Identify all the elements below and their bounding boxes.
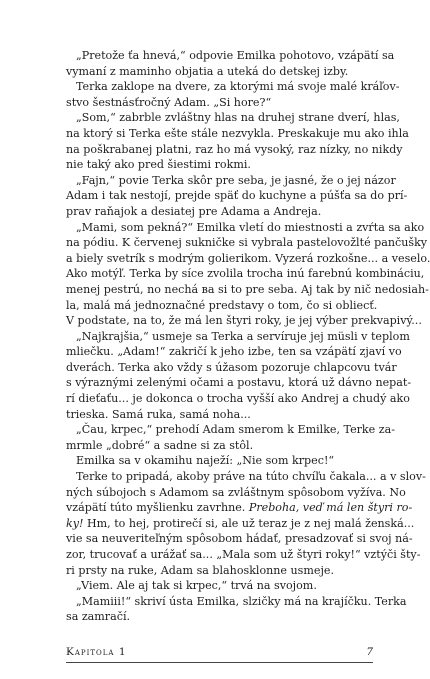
text-line: „Mamiii!“ skriví ústa Emilka, slzičky má na krajíčku. Terka — [76, 594, 407, 608]
text-line: vymaní z maminho objatia a uteká do detskej izby. — [66, 64, 349, 78]
text-line: „Fajn,“ povie Terka skôr pre seba, je jasné, že o jej názor — [76, 173, 396, 187]
text-line: sa zamračí. — [66, 610, 131, 624]
text-line: „Viem. Ale aj tak si krpec,“ trvá na svojom. — [76, 579, 317, 593]
text-line: na poškrabanej platni, raz ho má vysoký, raz nízky, no nikdy — [66, 142, 403, 156]
text-line: mliečku. „Adam!“ zakričí k jeho izbe, ten sa vzápätí zjaví vo — [66, 345, 402, 359]
text-line: Emilka sa v okamihu naježí: „Nie som krpec!“ — [76, 454, 335, 468]
text-line: „Pretože ťa hnevá,“ odpovie Emilka pohotovo, vzápätí sa — [76, 49, 395, 62]
text-line: la, malá má jednoznačné predstavy o tom, čo si oblieсť. — [66, 298, 378, 312]
text-line: a biely svetrík s modrým golierikom. Vyzerá rozkošne... a veselo. — [66, 251, 430, 265]
text-line: vie sa neuveriteľným spôsobom hádať, presadzovať si svoj ná- — [66, 532, 413, 546]
text-line-italic: Preboha, veď má len štyri ro- — [248, 501, 413, 515]
text-line: na ktorý si Terka ešte stále nezvykla. Preskakuje mu ako ihla — [66, 126, 409, 140]
text-line: Terke to pripadá, akoby práve na túto chvíľu čakala... a v slov- — [76, 470, 426, 484]
text-line: ri prsty na ruke, Adam sa blahosklonne usmeje. — [66, 563, 334, 577]
text-line-roman: vzápätí túto myšlienku zavrhne. — [66, 501, 246, 515]
text-line: zor, trucovať a urážať sa... „Mala som už štyri roky!“ vztýči šty- — [66, 548, 421, 561]
text-line: trieska. Samá ruka, samá noha... — [66, 407, 251, 421]
text-line-roman: Hm, to hej, protirečí si, ale už teraz je z nej malá ženská... — [83, 516, 415, 530]
text-line: „Som,“ zabrble zvláštny hlas na druhej strane dverí, hlas, — [76, 111, 400, 125]
text-line: prav raňajok a desiatej pre Adama a Andreja. — [66, 204, 322, 218]
text-line: Terka zaklope na dvere, za ktorými má svoje malé kráľov- — [76, 80, 400, 94]
text-line: Adam i tak nestojí, prejde späť do kuchyne a púšťa sa do prí- — [66, 189, 408, 203]
text-line: na pódiu. K červenej sukničke si vybrala pastelovožlté pančušky — [66, 236, 428, 250]
running-head: Kapitola 1 — [66, 646, 127, 658]
text-line: s výraznými zelenými očami a postavu, ktorá už dávno nepat- — [66, 376, 412, 390]
text-line: ných súbojoch s Adamom sa zvláštnym spôsobom vyžíva. No — [66, 485, 406, 499]
text-line: Ako motýľ. Terka by síce zvolila trocha inú farebnú kombináciu, — [66, 267, 425, 281]
text-line — [66, 516, 415, 532]
text-line: mrmle „dobré“ a sadne si za stôl. — [66, 438, 254, 452]
page-number: 7 — [366, 646, 373, 658]
text-line: V podstate, na to, že má len štyri roky, je jej výber prekvapivý... — [66, 314, 422, 328]
text-line: „Mami, som pekná?“ Emilka vletí do miestnosti a zvŕta sa ako — [76, 220, 425, 234]
text-line — [66, 500, 413, 516]
text-line: rí dieťaťu... je dokonca o trocha vyšší ako Andrej a chudý ako — [66, 392, 410, 406]
text-line: dverách. Terka ako vždy s úžasom pozoruje chlapcovu tvár — [66, 360, 397, 374]
body-text — [66, 48, 430, 625]
text-line: stvo šestnásťročný Adam. „Si hore?“ — [66, 95, 272, 109]
text-line: „Čau, krpec,“ prehodí Adam smerom k Emilke, Terke za- — [76, 423, 395, 437]
text-line: nie taký ako pred šiestimi rokmi. — [66, 158, 251, 172]
text-line: menej pestrú, no nechá ва si to pre seba. Aj tak by nič nedosiah- — [66, 282, 429, 296]
text-line-italic: ky! — [66, 516, 84, 530]
text-line: „Najkrajšia,“ usmeje sa Terka a servíruje jej müsli v teplom — [76, 329, 410, 343]
page-footer — [66, 646, 373, 663]
